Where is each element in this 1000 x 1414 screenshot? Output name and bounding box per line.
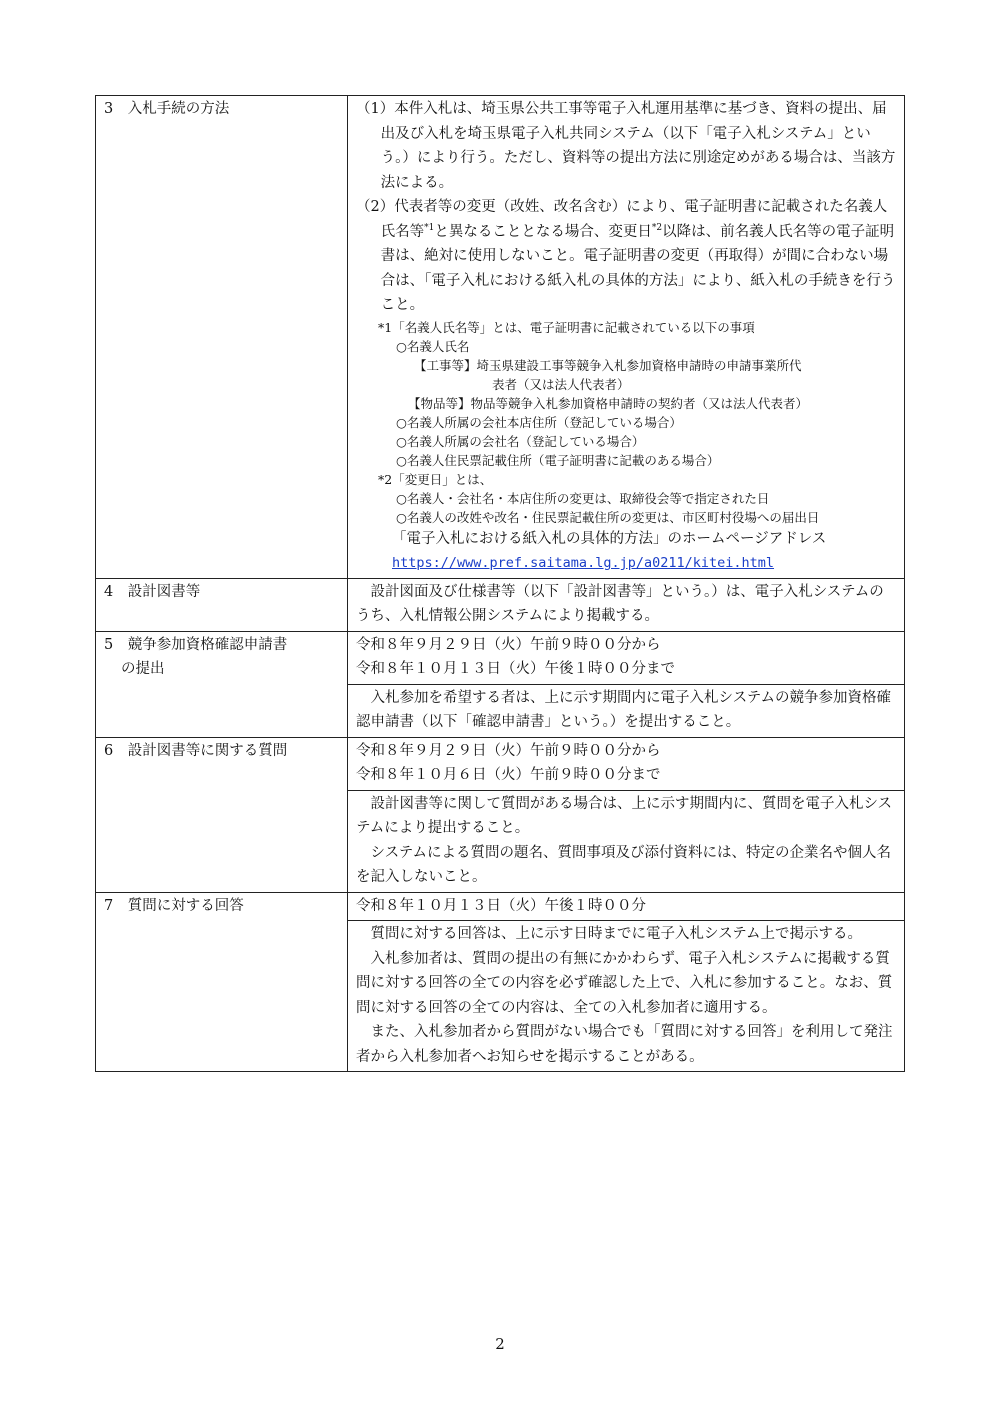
paragraph: 設計図書等に関して質問がある場合は、上に示す期間内に、質問を電子入札システムにより提出すること。: [356, 795, 893, 836]
paragraph: 質問に対する回答は、上に示す日時までに電子入札システム上で掲示する。: [370, 926, 863, 942]
section-body: [348, 921, 905, 1072]
note-item: ○名義人所属の会社名（登記している場合）: [396, 433, 645, 449]
section-title: 3 入札手続の方法: [96, 96, 348, 579]
section-body: [348, 96, 905, 579]
note-title: *1「名義人氏名等」とは、電子証明書に記載されている以下の事項: [378, 319, 755, 335]
section-title: 4 設計図書等: [96, 578, 348, 631]
period-to: 令和８年１０月１３日（火）午後１時００分まで: [356, 661, 675, 677]
table-row: [96, 892, 905, 921]
paragraph: 設計図面及び仕様書等（以下「設計図書等」という。）は、電子入札システムのうち、入札情報公開システムにより掲載する。: [356, 583, 884, 624]
procedure-table: [95, 95, 905, 1072]
section-body: [348, 684, 905, 737]
section-title: 7 質問に対する回答: [96, 892, 348, 1072]
table-row: [96, 737, 905, 790]
note-item: ○名義人の改姓や改名・住民票記載住所の変更は、市区町村役場への届出日: [396, 509, 820, 525]
note-item: ○名義人所属の会社本店住所（登記している場合）: [396, 414, 682, 430]
period-from: 令和８年９月２９日（火）午前９時００分から: [356, 742, 661, 759]
paragraph: （2）代表者等の変更（改姓、改名含む）により、電子証明書に記載された名義人氏名等$^{*1}$と異なることとなる場合、変更日$^{*2}$以降は、前名義人氏名等の電子証明書は、絶対に使用しないこと。電子証明書の変更（再取得）が間に合わない場合は、「電子入札における紙入札の具体的方法」により、紙入札の手続きを行うこと。: [356, 199, 896, 313]
paragraph: 入札参加者は、質問の提出の有無にかかわらず、電子入札システムに掲載する質問に対する回答の全ての内容を必ず確認した上で、入札に参加すること。なお、質問に対する回答の全ての内容は、全ての入札参加者に適用する。: [356, 950, 893, 1016]
note-item: ○名義人住民票記載住所（電子証明書に記載のある場合）: [396, 452, 720, 468]
period-cell: [348, 631, 905, 684]
note-item: ○名義人氏名: [396, 338, 470, 354]
paragraph: また、入札参加者から質問がない場合でも「質問に対する回答」を利用して発注者から入札参加者へお知らせを掲示することがある。: [356, 1024, 893, 1065]
period-cell: [348, 737, 905, 790]
period-from: 令和８年９月２９日（火）午前９時００分から: [356, 636, 661, 653]
page-number: 2: [495, 1335, 505, 1353]
section-body: [348, 578, 905, 631]
note-item: 表者（又は法人代表者）: [492, 376, 630, 392]
period-to: 令和８年１０月６日（火）午前９時００分まで: [356, 767, 661, 783]
paragraph: システムによる質問の題名、質問事項及び添付資料には、特定の企業名や個人名を記入しないこと。: [356, 844, 892, 885]
url-line: [356, 551, 896, 576]
paragraph: （1）本件入札は、埼玉県公共工事等電子入札運用基準に基づき、資料の提出、届出及び入札を埼玉県電子入札共同システム（以下「電子入札システム」という。）により行う。ただし、資料等の提出方法に別途定めがある場合は、当該方法による。: [356, 101, 896, 191]
date-cell: 令和８年１０月１３日（火）午後１時００分: [348, 892, 905, 921]
note-item: 【工事等】埼玉県建設工事等競争入札参加資格申請時の申請事業所代: [414, 357, 802, 373]
section-body: [348, 790, 905, 892]
table-row: [96, 631, 905, 684]
url-label: 「電子入札における紙入札の具体的方法」のホームページアドレス: [392, 530, 827, 547]
table-row: [96, 578, 905, 631]
table-row: [96, 96, 905, 579]
note-item: ○名義人・会社名・本店住所の変更は、取締役会等で指定された日: [396, 490, 770, 506]
section-title-line: の提出: [121, 661, 165, 677]
paragraph: 入札参加を希望する者は、上に示す期間内に電子入札システムの競争参加資格確認申請書（以下「確認申請書」という。）を提出すること。: [356, 689, 892, 730]
homepage-link[interactable]: https://www.pref.saitama.lg.jp/a0211/kitei.html: [392, 555, 775, 571]
note-title: *2「変更日」とは、: [378, 471, 493, 487]
section-title: [96, 631, 348, 737]
section-title-line: 5 競争参加資格確認申請書: [104, 636, 288, 653]
note-item: 【物品等】物品等競争入札参加資格申請時の契約者（又は法人代表者）: [408, 395, 809, 411]
section-title: 6 設計図書等に関する質問: [96, 737, 348, 892]
